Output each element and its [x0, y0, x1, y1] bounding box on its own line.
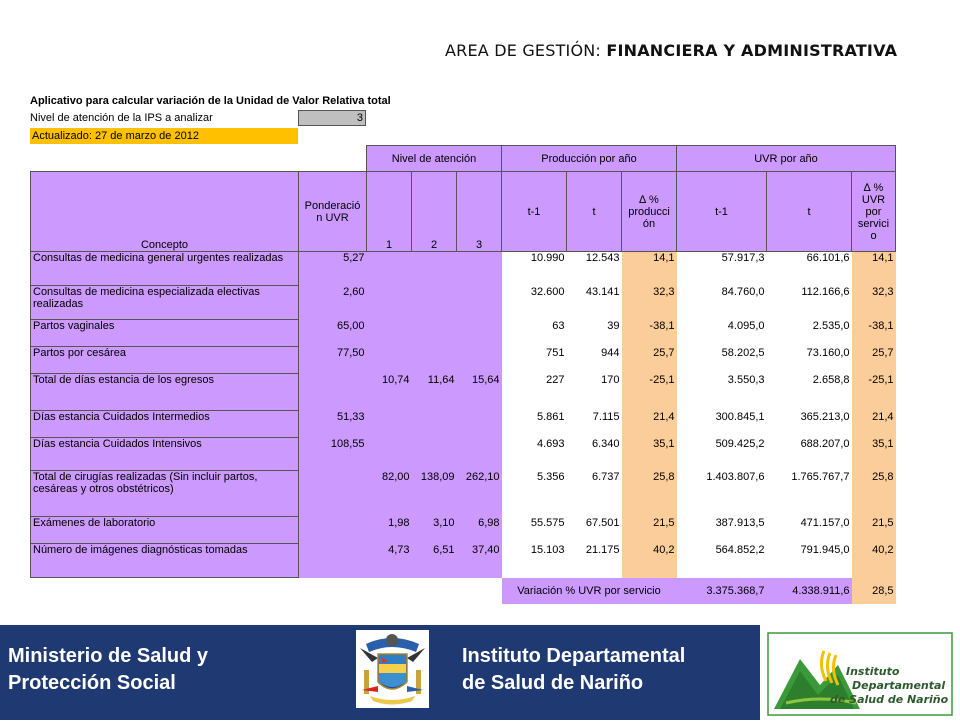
- row-concepto: Consultas de medicina especializada electivas realizadas: [31, 286, 299, 320]
- colombia-crest-logo: [356, 630, 429, 708]
- row-ponderacion: 65,00: [299, 320, 367, 347]
- row-ponderacion: 5,27: [299, 252, 367, 286]
- row-nivel-3: [457, 320, 502, 347]
- row-concepto: Días estancia Cuidados Intensivos: [31, 438, 299, 471]
- table-row: [31, 471, 896, 517]
- row-prod-t1: 751: [502, 347, 567, 374]
- table-row: [31, 517, 896, 544]
- logo-line-1: Instituto: [846, 665, 900, 678]
- row-uvr-t: 2.658,8: [767, 374, 852, 411]
- row-nivel-1: [367, 411, 412, 438]
- row-uvr-t: 2.535,0: [767, 320, 852, 347]
- row-delta-prod: 21,5: [622, 517, 677, 544]
- row-nivel-2: 3,10: [412, 517, 457, 544]
- row-uvr-t: 688.207,0: [767, 438, 852, 471]
- row-delta-uvr: 25,8: [852, 471, 896, 517]
- uvr-table: [30, 145, 896, 604]
- group-nivel-header: Nivel de atención: [367, 146, 502, 172]
- row-delta-prod: -25,1: [622, 374, 677, 411]
- row-uvr-t: 66.101,6: [767, 252, 852, 286]
- row-prod-t: 12.543: [567, 252, 622, 286]
- row-nivel-1: 10,74: [367, 374, 412, 411]
- row-nivel-2: [412, 411, 457, 438]
- row-uvr-t: 73.160,0: [767, 347, 852, 374]
- total-uvr-t1: 3.375.368,7: [677, 578, 767, 604]
- row-nivel-3: [457, 411, 502, 438]
- total-uvr-t: 4.338.911,6: [767, 578, 852, 604]
- row-concepto: Total de días estancia de los egresos: [31, 374, 299, 411]
- row-nivel-1: [367, 252, 412, 286]
- row-concepto: Total de cirugías realizadas (Sin incluir partos, cesáreas y otros obstétricos): [31, 471, 299, 517]
- col-delta-uvr: ∆ % UVR por servici o: [852, 172, 896, 252]
- row-nivel-1: 82,00: [367, 471, 412, 517]
- row-prod-t1: 5.861: [502, 411, 567, 438]
- row-delta-uvr: 21,5: [852, 517, 896, 544]
- col-concepto: Concepto: [31, 172, 299, 252]
- row-prod-t: 6.340: [567, 438, 622, 471]
- row-prod-t1: 5.356: [502, 471, 567, 517]
- row-ponderacion: [299, 374, 367, 411]
- row-concepto: Días estancia Cuidados Intermedios: [31, 411, 299, 438]
- row-nivel-3: [457, 347, 502, 374]
- row-uvr-t1: 84.760,0: [677, 286, 767, 320]
- row-delta-uvr: -25,1: [852, 374, 896, 411]
- row-uvr-t: 365.213,0: [767, 411, 852, 438]
- row-nivel-2: [412, 347, 457, 374]
- table-row: [31, 544, 896, 578]
- row-uvr-t: 791.945,0: [767, 544, 852, 578]
- row-ponderacion: 108,55: [299, 438, 367, 471]
- nivel-input[interactable]: 3: [298, 110, 366, 126]
- row-concepto: Exámenes de laboratorio: [31, 517, 299, 544]
- total-delta-uvr: 28,5: [852, 578, 896, 604]
- ministry-line-2: Protección Social: [8, 672, 176, 694]
- row-uvr-t1: 564.852,2: [677, 544, 767, 578]
- logo-line-3: de Salud de Nariño: [830, 693, 949, 706]
- row-ponderacion: 77,50: [299, 347, 367, 374]
- row-delta-prod: 25,8: [622, 471, 677, 517]
- col-delta-prod: ∆ % producci ón: [622, 172, 677, 252]
- area-value: FINANCIERA Y ADMINISTRATIVA: [606, 41, 898, 60]
- institute-line-2: de Salud de Nariño: [462, 672, 644, 694]
- row-ponderacion: 51,33: [299, 411, 367, 438]
- row-uvr-t1: 3.550,3: [677, 374, 767, 411]
- row-nivel-3: 37,40: [457, 544, 502, 578]
- crest-icon: [356, 630, 429, 708]
- table-row: [31, 347, 896, 374]
- row-ponderacion: [299, 517, 367, 544]
- row-prod-t: 43.141: [567, 286, 622, 320]
- row-prod-t1: 4.693: [502, 438, 567, 471]
- row-nivel-1: [367, 320, 412, 347]
- row-ponderacion: [299, 471, 367, 517]
- row-delta-uvr: -38,1: [852, 320, 896, 347]
- area-label: AREA DE GESTIÓN:: [445, 41, 602, 60]
- row-nivel-3: 6,98: [457, 517, 502, 544]
- row-nivel-2: [412, 438, 457, 471]
- row-concepto: Partos por cesárea: [31, 347, 299, 374]
- col-prod-t1: t-1: [502, 172, 567, 252]
- ministry-name: [8, 643, 208, 697]
- group-uvr-header: UVR por año: [677, 146, 896, 172]
- table-row: [31, 286, 896, 320]
- row-uvr-t: 1.765.767,7: [767, 471, 852, 517]
- row-concepto: Consultas de medicina general urgentes realizadas: [31, 252, 299, 286]
- row-prod-t1: 32.600: [502, 286, 567, 320]
- col-nivel-2: 2: [412, 172, 457, 252]
- row-nivel-3: 15,64: [457, 374, 502, 411]
- group-prod-header: Producción por año: [502, 146, 677, 172]
- row-nivel-2: [412, 320, 457, 347]
- row-nivel-3: [457, 252, 502, 286]
- row-delta-prod: 14,1: [622, 252, 677, 286]
- table-row: [31, 438, 896, 471]
- row-nivel-2: 6,51: [412, 544, 457, 578]
- row-prod-t: 21.175: [567, 544, 622, 578]
- row-delta-uvr: 32,3: [852, 286, 896, 320]
- row-delta-prod: 35,1: [622, 438, 677, 471]
- row-uvr-t1: 57.917,3: [677, 252, 767, 286]
- row-delta-prod: 25,7: [622, 347, 677, 374]
- row-delta-uvr: 25,7: [852, 347, 896, 374]
- col-uvr-t1: t-1: [677, 172, 767, 252]
- table-row: [31, 374, 896, 411]
- row-nivel-3: [457, 286, 502, 320]
- table-row: [31, 320, 896, 347]
- row-delta-prod: 40,2: [622, 544, 677, 578]
- row-nivel-2: [412, 252, 457, 286]
- row-delta-prod: -38,1: [622, 320, 677, 347]
- row-nivel-2: 138,09: [412, 471, 457, 517]
- row-uvr-t1: 509.425,2: [677, 438, 767, 471]
- row-nivel-2: 11,64: [412, 374, 457, 411]
- table-row: [31, 411, 896, 438]
- row-uvr-t1: 387.913,5: [677, 517, 767, 544]
- row-prod-t1: 15.103: [502, 544, 567, 578]
- row-uvr-t: 112.166,6: [767, 286, 852, 320]
- row-ponderacion: 2,60: [299, 286, 367, 320]
- row-delta-prod: 32,3: [622, 286, 677, 320]
- row-concepto: Número de imágenes diagnósticas tomadas: [31, 544, 299, 578]
- calc-title: Aplicativo para calcular variación de la Unidad de Valor Relativa total: [30, 95, 391, 107]
- row-prod-t1: 55.575: [502, 517, 567, 544]
- idsn-logo: [760, 625, 960, 720]
- col-nivel-1: 1: [367, 172, 412, 252]
- col-prod-t: t: [567, 172, 622, 252]
- total-label: Variación % UVR por servicio: [502, 578, 677, 604]
- nivel-label: Nivel de atención de la IPS a analizar: [30, 112, 213, 124]
- row-nivel-1: [367, 347, 412, 374]
- row-delta-uvr: 21,4: [852, 411, 896, 438]
- row-nivel-2: [412, 286, 457, 320]
- row-nivel-3: [457, 438, 502, 471]
- table-row: [31, 252, 896, 286]
- row-uvr-t: 471.157,0: [767, 517, 852, 544]
- row-prod-t: 67.501: [567, 517, 622, 544]
- institute-name: [462, 643, 685, 697]
- row-prod-t: 170: [567, 374, 622, 411]
- idsn-logo-icon: [760, 625, 960, 720]
- row-delta-uvr: 35,1: [852, 438, 896, 471]
- row-nivel-1: 1,98: [367, 517, 412, 544]
- row-prod-t1: 10.990: [502, 252, 567, 286]
- col-nivel-3: 3: [457, 172, 502, 252]
- ministry-line-1: Ministerio de Salud y: [8, 645, 209, 667]
- row-uvr-t1: 4.095,0: [677, 320, 767, 347]
- logo-line-2: Departamental: [852, 679, 946, 692]
- row-nivel-1: 4,73: [367, 544, 412, 578]
- row-uvr-t1: 58.202,5: [677, 347, 767, 374]
- row-prod-t1: 227: [502, 374, 567, 411]
- institute-line-1: Instituto Departamental: [462, 645, 686, 667]
- row-nivel-1: [367, 286, 412, 320]
- row-delta-uvr: 40,2: [852, 544, 896, 578]
- row-prod-t: 6.737: [567, 471, 622, 517]
- row-nivel-1: [367, 438, 412, 471]
- row-delta-uvr: 14,1: [852, 252, 896, 286]
- row-concepto: Partos vaginales: [31, 320, 299, 347]
- updated-banner: Actualizado: 27 de marzo de 2012: [30, 128, 298, 144]
- page-title: [445, 41, 897, 60]
- col-ponderacion: Ponderació n UVR: [299, 172, 367, 252]
- row-nivel-3: 262,10: [457, 471, 502, 517]
- row-prod-t: 7.115: [567, 411, 622, 438]
- row-uvr-t1: 300.845,1: [677, 411, 767, 438]
- row-uvr-t1: 1.403.807,6: [677, 471, 767, 517]
- row-prod-t: 39: [567, 320, 622, 347]
- col-uvr-t: t: [767, 172, 852, 252]
- row-prod-t1: 63: [502, 320, 567, 347]
- row-ponderacion: [299, 544, 367, 578]
- row-prod-t: 944: [567, 347, 622, 374]
- row-delta-prod: 21,4: [622, 411, 677, 438]
